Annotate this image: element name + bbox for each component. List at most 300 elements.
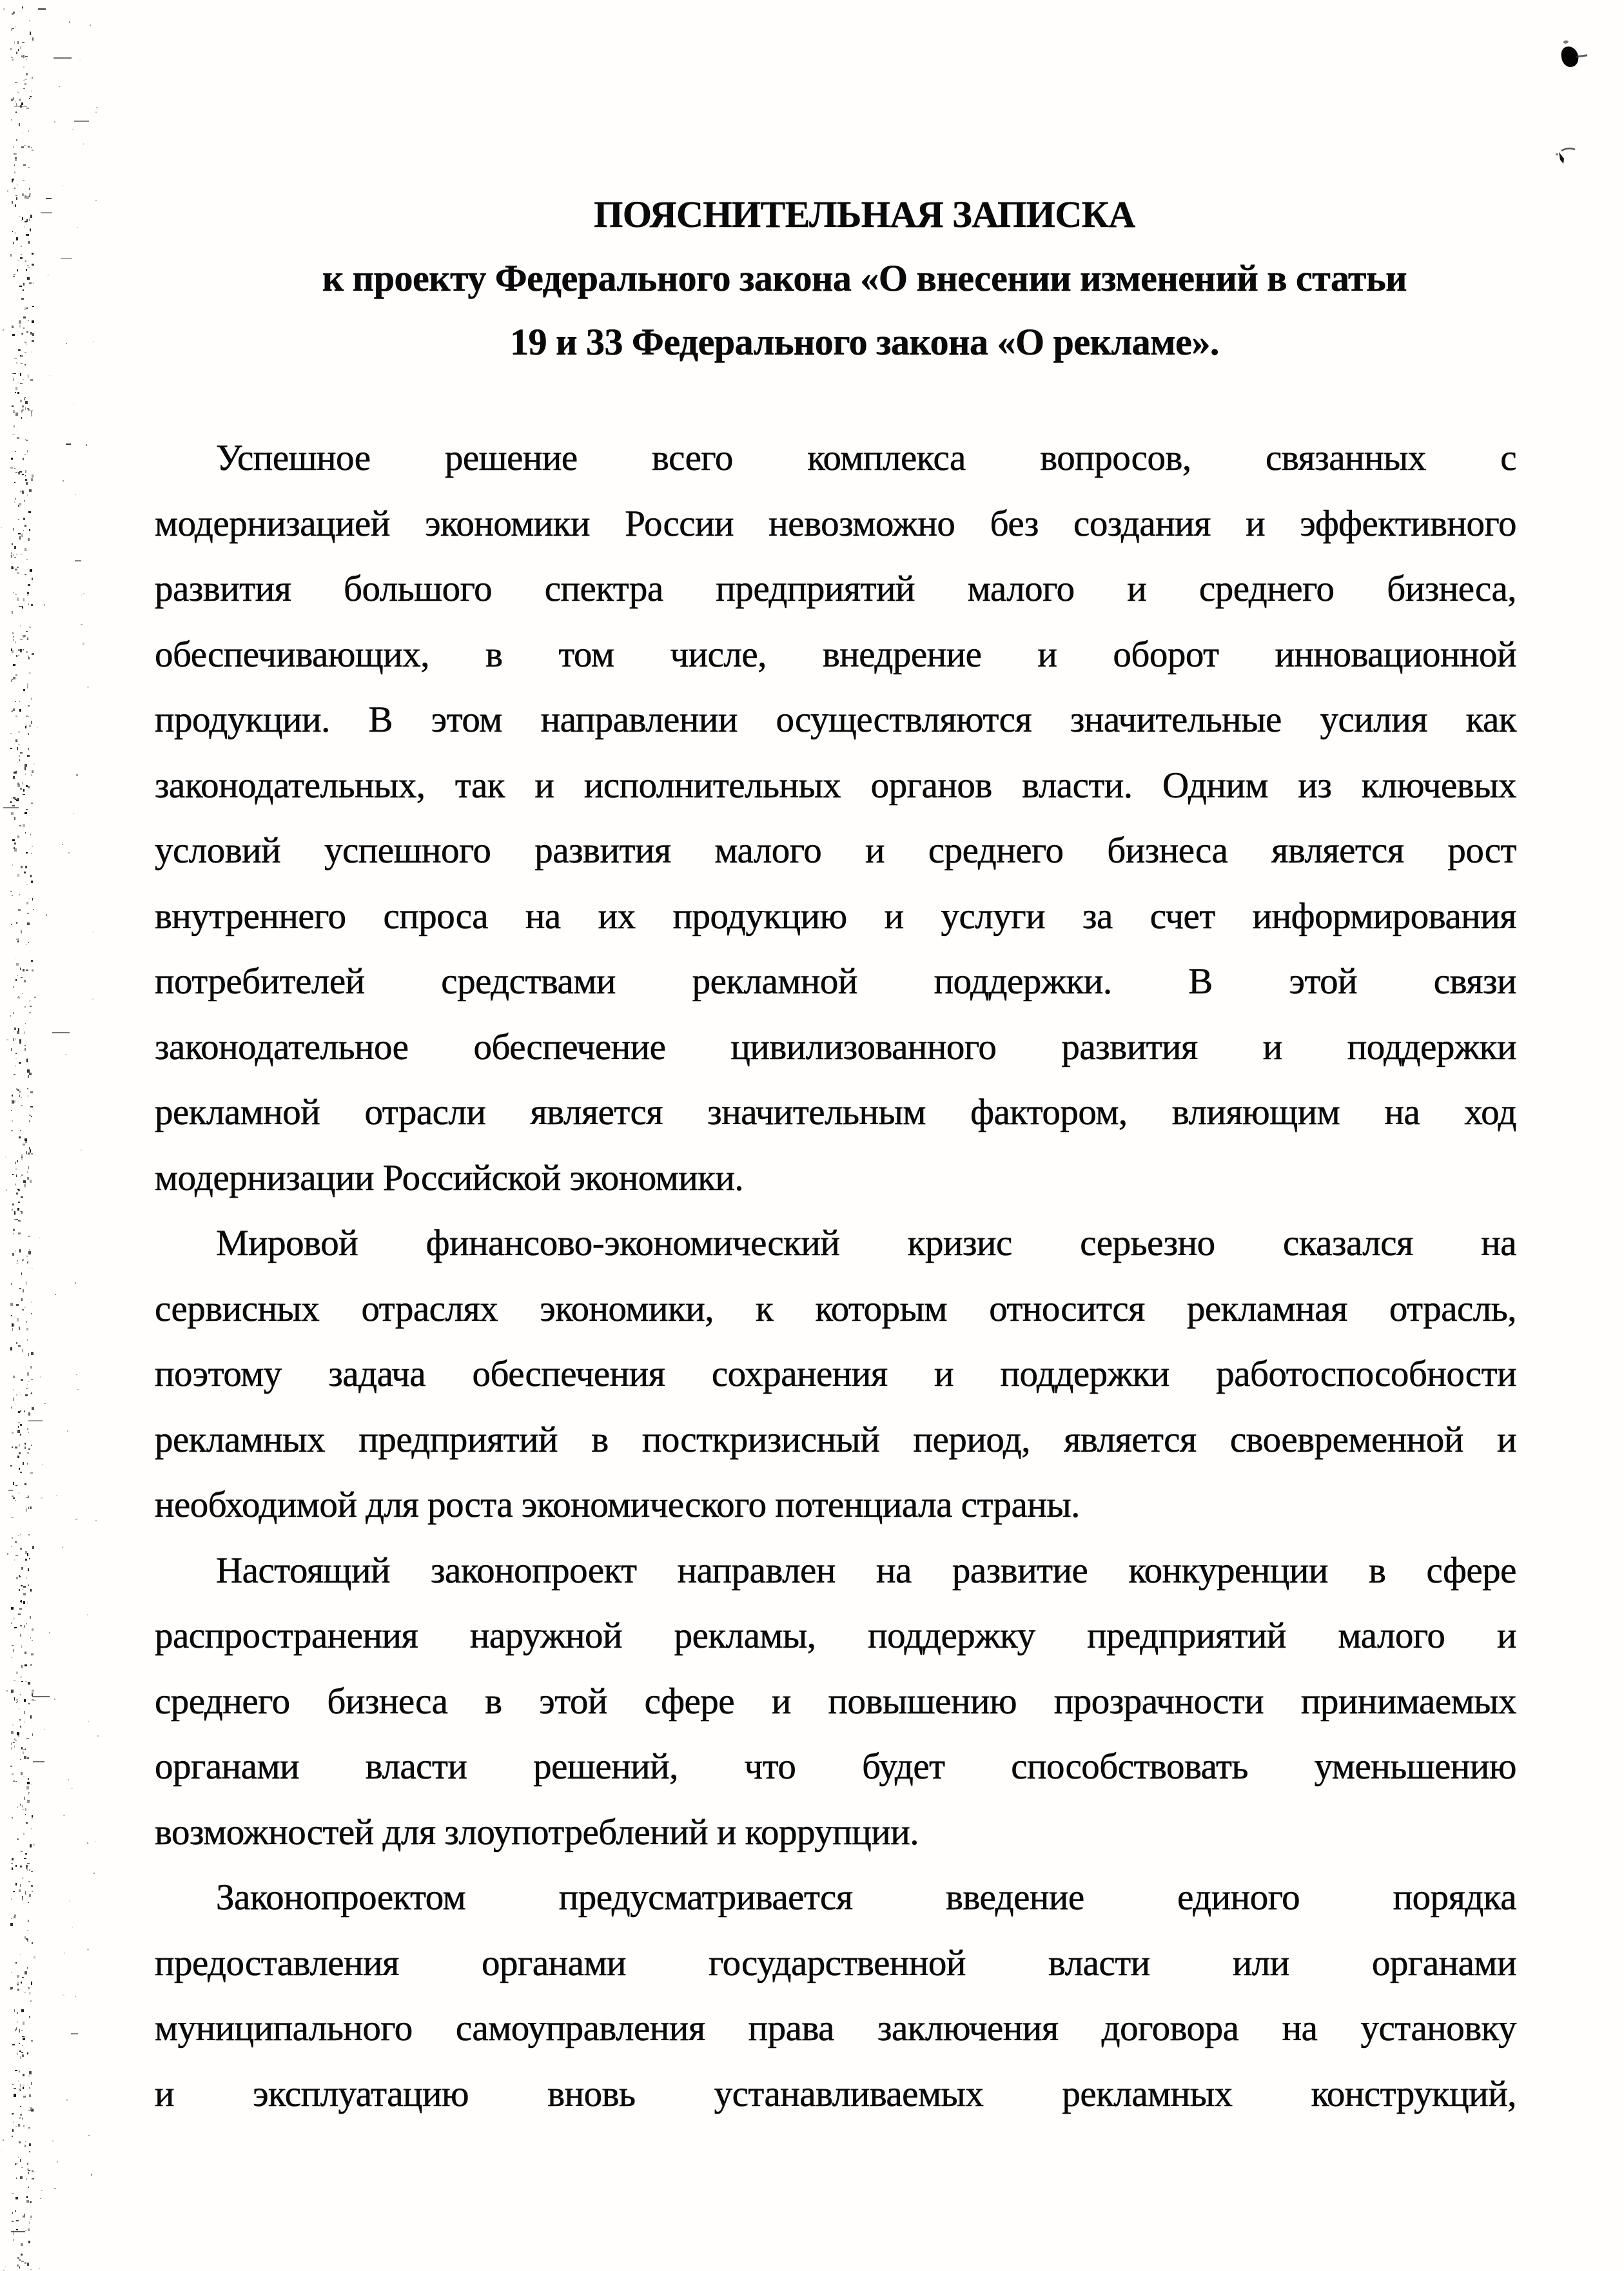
noise-speck [29, 2143, 31, 2146]
noise-speck [23, 1751, 24, 1755]
noise-speck [27, 1262, 29, 1263]
noise-speck [16, 1193, 18, 1194]
noise-speck [32, 1699, 34, 1701]
noise-speck [22, 1805, 24, 1808]
noise-speck [71, 1788, 72, 1789]
noise-speck [18, 1613, 20, 1615]
noise-speck [22, 1896, 23, 1898]
noise-speck [23, 66, 24, 68]
noise-speck [96, 107, 97, 108]
noise-speck [25, 866, 27, 868]
noise-speck [28, 538, 30, 541]
noise-speck [24, 1797, 25, 1800]
noise-speck [31, 721, 32, 724]
noise-speck [14, 848, 17, 851]
noise-speck [12, 895, 13, 896]
noise-speck [26, 902, 28, 904]
noise-speck [24, 1699, 26, 1702]
noise-speck [27, 1863, 30, 1864]
noise-speck [21, 2243, 23, 2247]
noise-speck [17, 260, 19, 261]
noise-speck [12, 1204, 14, 1205]
noise-speck [27, 277, 30, 280]
noise-speck [23, 1180, 26, 1183]
noise-speck [31, 1392, 32, 1394]
noise-speck [14, 843, 16, 845]
noise-speck [28, 1534, 29, 1535]
noise-speck [11, 119, 12, 121]
noise-speck [14, 1559, 15, 1561]
noise-speck [16, 431, 17, 432]
noise-speck [18, 909, 21, 911]
noise-speck [30, 1366, 32, 1369]
noise-speck [12, 1858, 14, 1860]
noise-speck [24, 2214, 25, 2216]
noise-speck [17, 1260, 18, 1262]
noise-speck [18, 349, 21, 351]
noise-speck [11, 1972, 12, 1973]
noise-speck [24, 307, 26, 310]
noise-speck [16, 963, 19, 966]
noise-speck [24, 1756, 26, 1759]
noise-speck [63, 1994, 64, 1996]
noise-speck [26, 631, 27, 632]
noise-speck [23, 55, 25, 58]
noise-speck [14, 1746, 15, 1748]
noise-speck [74, 121, 89, 122]
noise-speck [28, 1432, 29, 1433]
noise-speck [21, 1196, 23, 1198]
noise-speck [14, 1697, 15, 1701]
noise-speck [28, 1507, 29, 1509]
noise-speck [75, 1282, 76, 1284]
noise-speck [14, 1680, 15, 1681]
noise-speck [28, 1778, 30, 1780]
noise-speck [14, 2088, 16, 2089]
noise-speck [10, 1303, 13, 1305]
noise-speck [88, 1721, 89, 1722]
noise-speck [30, 2109, 33, 2111]
noise-speck [20, 1954, 21, 1955]
noise-speck [24, 2262, 27, 2264]
noise-speck [20, 1759, 21, 1760]
noise-speck [66, 2099, 68, 2101]
noise-speck [11, 28, 12, 31]
noise-speck [12, 2136, 13, 2137]
noise-speck [26, 809, 27, 810]
noise-speck [11, 1315, 12, 1316]
noise-speck [28, 1448, 30, 1450]
noise-speck [24, 764, 27, 766]
noise-speck [27, 2163, 28, 2165]
noise-speck [30, 1000, 31, 1002]
noise-speck [32, 774, 33, 777]
noise-speck [13, 1482, 14, 1485]
noise-speck [11, 1742, 12, 1745]
noise-speck [16, 922, 18, 924]
noise-speck [26, 1938, 28, 1940]
noise-speck [29, 2016, 30, 2018]
text-line: необходимой для роста экономического потенциала страны. [155, 1485, 1080, 1525]
noise-speck [19, 1719, 21, 1721]
noise-speck [18, 1422, 19, 1423]
noise-speck [20, 1601, 22, 1602]
noise-speck [28, 320, 29, 321]
noise-speck [34, 763, 35, 765]
noise-speck [16, 1702, 17, 1703]
noise-speck [20, 2084, 21, 2087]
noise-speck [33, 1844, 35, 1845]
noise-speck [32, 1693, 33, 1696]
noise-speck [18, 2157, 19, 2158]
noise-speck [24, 1307, 25, 1308]
noise-speck [27, 408, 29, 409]
text-line: и эксплуатацию вновь устанавливаемых рекламных конструкций, [155, 2073, 1516, 2114]
noise-speck [17, 1975, 19, 1978]
noise-speck [25, 1891, 26, 1895]
noise-speck [20, 752, 23, 754]
noise-speck [32, 1815, 33, 1817]
noise-speck [20, 1866, 22, 1867]
noise-speck [24, 812, 27, 814]
noise-speck [26, 1282, 27, 1285]
noise-speck [10, 1465, 12, 1467]
noise-speck [32, 1301, 33, 1303]
noise-speck [20, 355, 21, 356]
noise-speck [16, 1394, 18, 1396]
noise-speck [24, 1447, 26, 1449]
noise-speck [13, 12, 15, 13]
noise-speck [62, 844, 63, 845]
noise-speck [16, 939, 18, 940]
noise-speck [21, 246, 22, 247]
noise-speck [30, 834, 31, 836]
noise-speck [32, 264, 34, 266]
noise-speck [34, 997, 36, 998]
noise-speck [31, 478, 34, 481]
noise-speck [24, 398, 25, 400]
noise-speck [11, 1546, 12, 1547]
noise-speck [28, 1166, 30, 1169]
noise-speck [28, 130, 29, 132]
text-line: возможностей для злоупотреблений и коррупции. [155, 1811, 919, 1853]
noise-speck [28, 1075, 29, 1078]
noise-speck [21, 1298, 23, 1301]
noise-speck [14, 41, 15, 44]
noise-speck [13, 97, 14, 100]
noise-speck [31, 1982, 32, 1984]
noise-speck [20, 2106, 21, 2107]
text-line: среднего бизнеса в этой сфере и повышению прозрачности принимаемых [155, 1681, 1516, 1722]
noise-speck [28, 1703, 30, 1704]
noise-speck [19, 825, 21, 826]
noise-speck [23, 689, 25, 690]
noise-speck [22, 2036, 24, 2037]
noise-speck [14, 502, 15, 503]
noise-speck [24, 1138, 26, 1140]
noise-speck [64, 1952, 66, 1953]
noise-speck [15, 2163, 16, 2165]
noise-speck [31, 1352, 34, 1355]
noise-speck [14, 106, 27, 107]
noise-speck [10, 1987, 13, 1989]
noise-speck [24, 352, 26, 353]
noise-speck [14, 1074, 15, 1075]
noise-speck [22, 491, 24, 494]
noise-speck [20, 2114, 21, 2116]
noise-speck [17, 1701, 18, 1702]
noise-speck [23, 635, 24, 638]
noise-speck [12, 334, 15, 336]
noise-speck [30, 1616, 31, 1619]
noise-speck [19, 1288, 21, 1289]
noise-speck [11, 1690, 14, 1692]
noise-speck [25, 1559, 27, 1561]
noise-speck [27, 595, 28, 596]
noise-speck [32, 1891, 33, 1892]
noise-speck [31, 697, 32, 700]
noise-speck [19, 1468, 20, 1470]
noise-speck [32, 1628, 34, 1631]
noise-speck [29, 2071, 32, 2074]
noise-speck [19, 2259, 21, 2261]
noise-speck [26, 2178, 27, 2180]
noise-speck [18, 519, 19, 520]
noise-speck [3, 8, 5, 9]
noise-speck [20, 1211, 22, 1212]
noise-speck [17, 783, 19, 785]
noise-speck [33, 282, 34, 284]
noise-speck [25, 439, 26, 440]
noise-speck [19, 2141, 21, 2144]
noise-speck [17, 1732, 19, 1735]
noise-speck [28, 1420, 43, 1421]
noise-speck [24, 980, 26, 982]
noise-speck [19, 709, 21, 712]
noise-speck [48, 1717, 50, 1718]
noise-speck [17, 835, 19, 838]
noise-speck [20, 2159, 21, 2162]
noise-speck [16, 237, 19, 240]
noise-speck [20, 383, 23, 384]
noise-speck [14, 772, 15, 774]
noise-speck [16, 197, 17, 200]
noise-speck [5, 1156, 6, 1158]
noise-speck [83, 643, 84, 645]
noise-speck [49, 1632, 50, 1633]
noise-speck [32, 1733, 33, 1736]
noise-speck [16, 554, 17, 555]
noise-speck [23, 379, 24, 380]
noise-speck [31, 411, 32, 414]
noise-speck [11, 1898, 12, 1900]
noise-speck [20, 788, 22, 790]
noise-speck [21, 363, 23, 364]
noise-speck [28, 1353, 29, 1356]
noise-speck [28, 1236, 30, 1238]
noise-speck [30, 1149, 31, 1153]
noise-speck [26, 1865, 28, 1867]
noise-speck [17, 1318, 19, 1321]
noise-speck [23, 1601, 25, 1604]
noise-speck [29, 627, 31, 628]
noise-speck [22, 474, 24, 475]
noise-speck [13, 776, 15, 779]
noise-speck [55, 1294, 56, 1295]
noise-speck [24, 525, 26, 526]
noise-speck [21, 534, 23, 537]
noise-speck [28, 656, 29, 658]
noise-speck [21, 102, 23, 106]
noise-speck [17, 1982, 18, 1983]
noise-speck [21, 1156, 23, 1158]
noise-speck [32, 474, 33, 478]
noise-speck [15, 1781, 17, 1782]
noise-speck [21, 1272, 23, 1275]
noise-speck [17, 762, 18, 763]
noise-speck [30, 1180, 32, 1183]
noise-speck [32, 1942, 33, 1944]
noise-speck [21, 1174, 23, 1175]
noise-speck [69, 21, 70, 23]
noise-speck [20, 257, 23, 259]
noise-speck [22, 2054, 24, 2058]
noise-speck [12, 1724, 14, 1726]
ink-blot-mark [1560, 45, 1580, 68]
noise-speck [11, 458, 14, 460]
noise-speck [40, 1376, 41, 1378]
noise-speck [44, 1403, 46, 1404]
noise-speck [28, 1793, 29, 1795]
noise-speck [18, 1189, 20, 1191]
text-line: поэтому задача обеспечения сохранения и поддержки работоспособности [155, 1354, 1516, 1394]
noise-speck [73, 404, 74, 405]
noise-speck [23, 80, 25, 81]
noise-speck [21, 866, 23, 869]
noise-speck [34, 1700, 36, 1701]
noise-speck [28, 1251, 31, 1254]
noise-speck [19, 701, 20, 703]
noise-speck [29, 489, 32, 492]
noise-speck [17, 567, 18, 569]
noise-speck [32, 2109, 34, 2110]
text-line: рекламных предприятий в посткризисный период, является своевременной и [155, 1419, 1516, 1460]
noise-speck [19, 755, 20, 757]
noise-speck [22, 1589, 23, 1590]
noise-speck [18, 472, 21, 474]
noise-speck [11, 1407, 12, 1408]
noise-speck [37, 727, 38, 728]
noise-speck [21, 2009, 24, 2012]
noise-speck [12, 2129, 13, 2132]
noise-speck [68, 852, 70, 853]
noise-speck [22, 993, 23, 994]
noise-speck [14, 373, 16, 374]
noise-speck [19, 1095, 20, 1097]
noise-speck [30, 332, 32, 335]
noise-speck [32, 770, 34, 772]
noise-speck [13, 1649, 14, 1652]
noise-speck [26, 307, 28, 309]
noise-speck [72, 129, 73, 130]
noise-speck [25, 1853, 27, 1855]
noise-speck [24, 1006, 25, 1008]
noise-speck [27, 1428, 28, 1430]
noise-speck [11, 2231, 25, 2232]
noise-speck [15, 1555, 18, 1556]
noise-speck [24, 1711, 25, 1714]
noise-speck [17, 2265, 19, 2267]
noise-speck [13, 636, 14, 638]
noise-speck [32, 578, 33, 580]
noise-speck [17, 941, 19, 942]
noise-speck [19, 2266, 20, 2268]
noise-speck [23, 598, 24, 601]
noise-speck [11, 555, 12, 557]
noise-speck [23, 164, 26, 166]
noise-speck [21, 1567, 23, 1570]
noise-speck [23, 1593, 25, 1595]
noise-speck [12, 1537, 14, 1539]
text-line: рекламной отрасли является значительным фактором, влияющим на ход [155, 1092, 1516, 1133]
noise-speck [20, 1434, 21, 1436]
noise-speck [32, 1546, 35, 1548]
noise-speck [30, 32, 31, 35]
noise-speck [28, 1682, 30, 1685]
noise-speck [29, 1073, 32, 1075]
noise-speck [18, 2124, 20, 2127]
noise-speck [65, 1054, 67, 1055]
noise-speck [23, 1462, 24, 1465]
noise-speck [18, 1233, 21, 1234]
noise-speck [31, 1885, 33, 1887]
noise-speck [32, 2170, 34, 2172]
noise-speck [24, 221, 27, 222]
noise-speck [15, 82, 16, 83]
noise-speck [12, 326, 14, 328]
noise-speck [12, 179, 14, 180]
noise-speck [27, 1171, 28, 1173]
noise-speck [12, 231, 14, 232]
noise-speck [6, 1189, 7, 1191]
noise-speck [26, 1151, 27, 1155]
noise-speck [17, 382, 19, 384]
noise-speck [27, 592, 30, 594]
noise-speck [12, 2193, 14, 2194]
noise-speck [77, 227, 78, 228]
noise-speck [23, 2022, 25, 2025]
noise-speck [14, 1219, 16, 1220]
noise-speck [41, 1497, 43, 1499]
noise-speck [63, 480, 64, 482]
noise-speck [21, 2030, 23, 2031]
noise-speck [24, 79, 27, 80]
noise-speck [17, 598, 19, 601]
noise-speck [23, 2087, 24, 2089]
noise-speck [28, 716, 29, 718]
text-line: модернизацией экономики России невозможно без создания и эффективного [155, 503, 1516, 544]
noise-speck [11, 57, 13, 58]
noise-speck [41, 212, 52, 213]
noise-speck [20, 649, 23, 652]
noise-speck [19, 1062, 20, 1064]
text-line: условий успешного развития малого и среднего бизнеса является рост [155, 830, 1516, 871]
noise-speck [20, 105, 22, 108]
noise-speck [21, 1211, 23, 1214]
noise-speck [11, 1747, 12, 1749]
noise-speck [10, 891, 12, 892]
noise-speck [13, 242, 14, 244]
